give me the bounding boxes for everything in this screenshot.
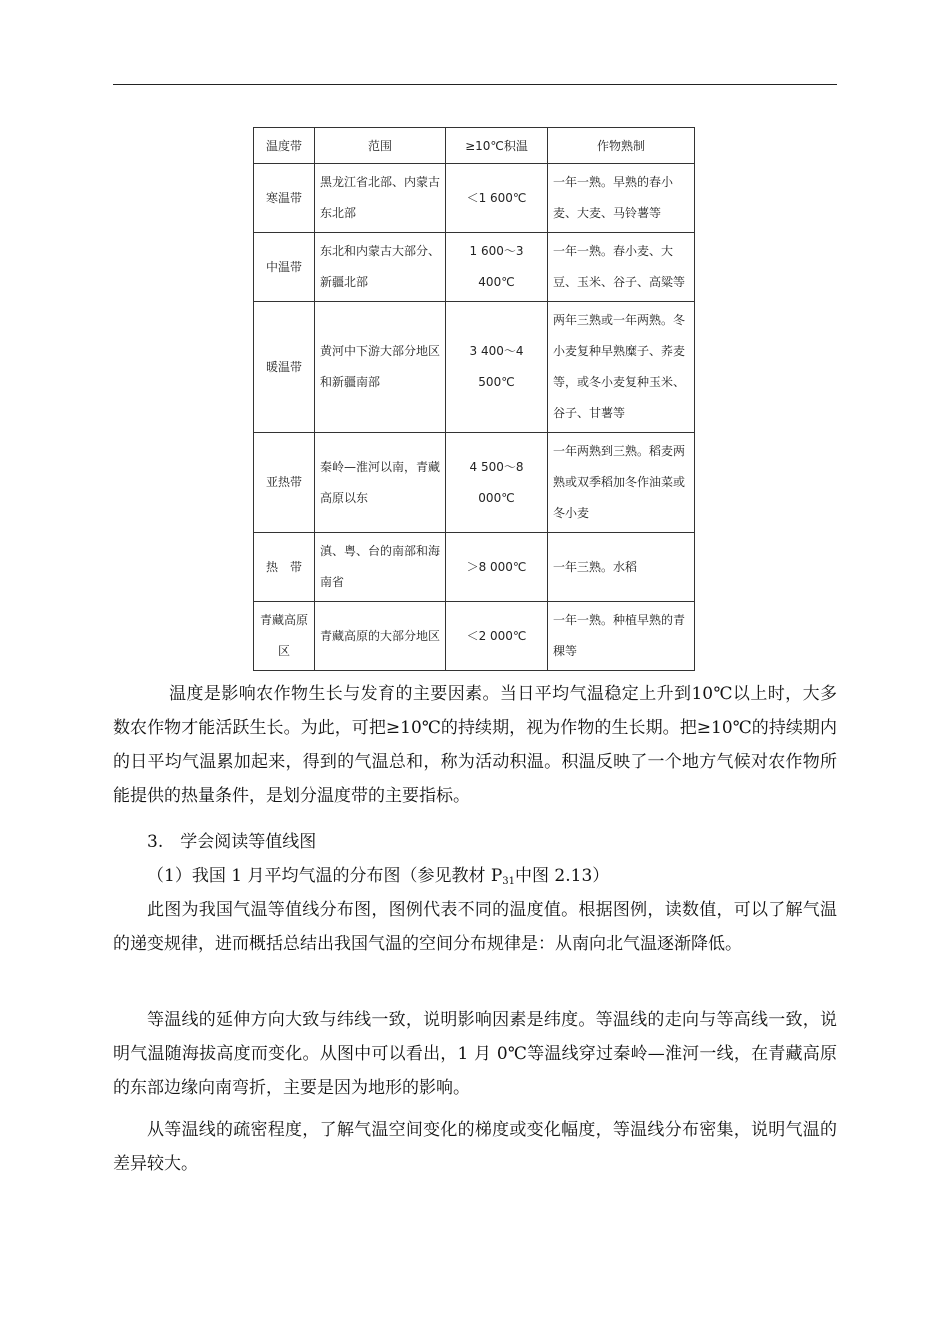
table-row <box>254 602 695 671</box>
header-zone: 温度带 <box>254 128 315 164</box>
cell-crop: 一年一熟。种植早熟的青稞等 <box>548 602 695 671</box>
cell-range: 东北和内蒙古大部分、新疆北部 <box>315 233 446 302</box>
table-row <box>254 233 695 302</box>
cell-zone: 暖温带 <box>254 302 315 433</box>
cell-crop: 一年一熟。早熟的春小麦、大麦、马铃薯等 <box>548 164 695 233</box>
cell-zone: 中温带 <box>254 233 315 302</box>
header-accumulated-temp: ≥10℃积温 <box>446 128 548 164</box>
cell-zone: 热 带 <box>254 533 315 602</box>
table-row <box>254 302 695 433</box>
cell-range: 秦岭—淮河以南，青藏高原以东 <box>315 433 446 533</box>
table-row <box>254 164 695 233</box>
section-3-heading: 3. 学会阅读等值线图 <box>147 832 317 852</box>
paragraph-isotherm-density: 从等温线的疏密程度，了解气温空间变化的梯度或变化幅度，等温线分布密集，说明气温的差异较大。 <box>113 1120 837 1174</box>
cell-accum: 1 600～3 400℃ <box>446 233 548 302</box>
header-crop-system: 作物熟制 <box>548 128 695 164</box>
cell-accum: 3 400～4 500℃ <box>446 302 548 433</box>
cell-zone: 青藏高原区 <box>254 602 315 671</box>
subsection-1-text-end: 中图 2.13） <box>515 866 610 886</box>
subsection-1-text: （1）我国 1 月平均气温的分布图（参见教材 P <box>147 866 503 886</box>
table-row <box>254 533 695 602</box>
header-rule <box>113 84 837 85</box>
paragraph-isotherm-direction: 等温线的延伸方向大致与纬线一致，说明影响因素是纬度。等温线的走向与等高线一致，说明气温随海拔高度而变化。从图中可以看出，1 月 0℃等温线穿过秦岭—淮河一线，在青藏高原的东部边缘向南弯折，主要是因为地形的影响。 <box>113 1010 837 1098</box>
cell-zone: 寒温带 <box>254 164 315 233</box>
cell-accum: ＜2 000℃ <box>446 602 548 671</box>
cell-crop: 两年三熟或一年两熟。冬小麦复种早熟糜子、荞麦等，或冬小麦复种玉米、谷子、甘薯等 <box>548 302 695 433</box>
paragraph-accumulated-temperature: 温度是影响农作物生长与发育的主要因素。当日平均气温稳定上升到10℃以上时，大多数农作物才能活跃生长。为此，可把≥10℃的持续期，视为作物的生长期。把≥10℃的持续期内的日平均气温累加起来，得到的气温总和，称为活动积温。积温反映了一个地方气候对农作物所能提供的热量条件，是划分温度带的主要指标。 <box>113 684 837 806</box>
table-row <box>254 433 695 533</box>
cell-range: 黑龙江省北部、内蒙古东北部 <box>315 164 446 233</box>
page-subscript: 31 <box>502 876 516 887</box>
cell-crop: 一年一熟。春小麦、大豆、玉米、谷子、高粱等 <box>548 233 695 302</box>
cell-zone: 亚热带 <box>254 433 315 533</box>
cell-accum: ＞8 000℃ <box>446 533 548 602</box>
cell-accum: ＜1 600℃ <box>446 164 548 233</box>
cell-accum: 4 500～8 000℃ <box>446 433 548 533</box>
table-header-row <box>254 128 695 164</box>
temperature-zone-table <box>253 127 695 671</box>
cell-crop: 一年两熟到三熟。稻麦两熟或双季稻加冬作油菜或冬小麦 <box>548 433 695 533</box>
cell-range: 滇、粤、台的南部和海南省 <box>315 533 446 602</box>
paragraph-isotherm-map: 此图为我国气温等值线分布图，图例代表不同的温度值。根据图例，读数值，可以了解气温的递变规律，进而概括总结出我国气温的空间分布规律是：从南向北气温逐渐降低。 <box>113 900 837 954</box>
cell-range: 青藏高原的大部分地区 <box>315 602 446 671</box>
cell-crop: 一年三熟。水稻 <box>548 533 695 602</box>
header-range: 范围 <box>315 128 446 164</box>
cell-range: 黄河中下游大部分地区和新疆南部 <box>315 302 446 433</box>
